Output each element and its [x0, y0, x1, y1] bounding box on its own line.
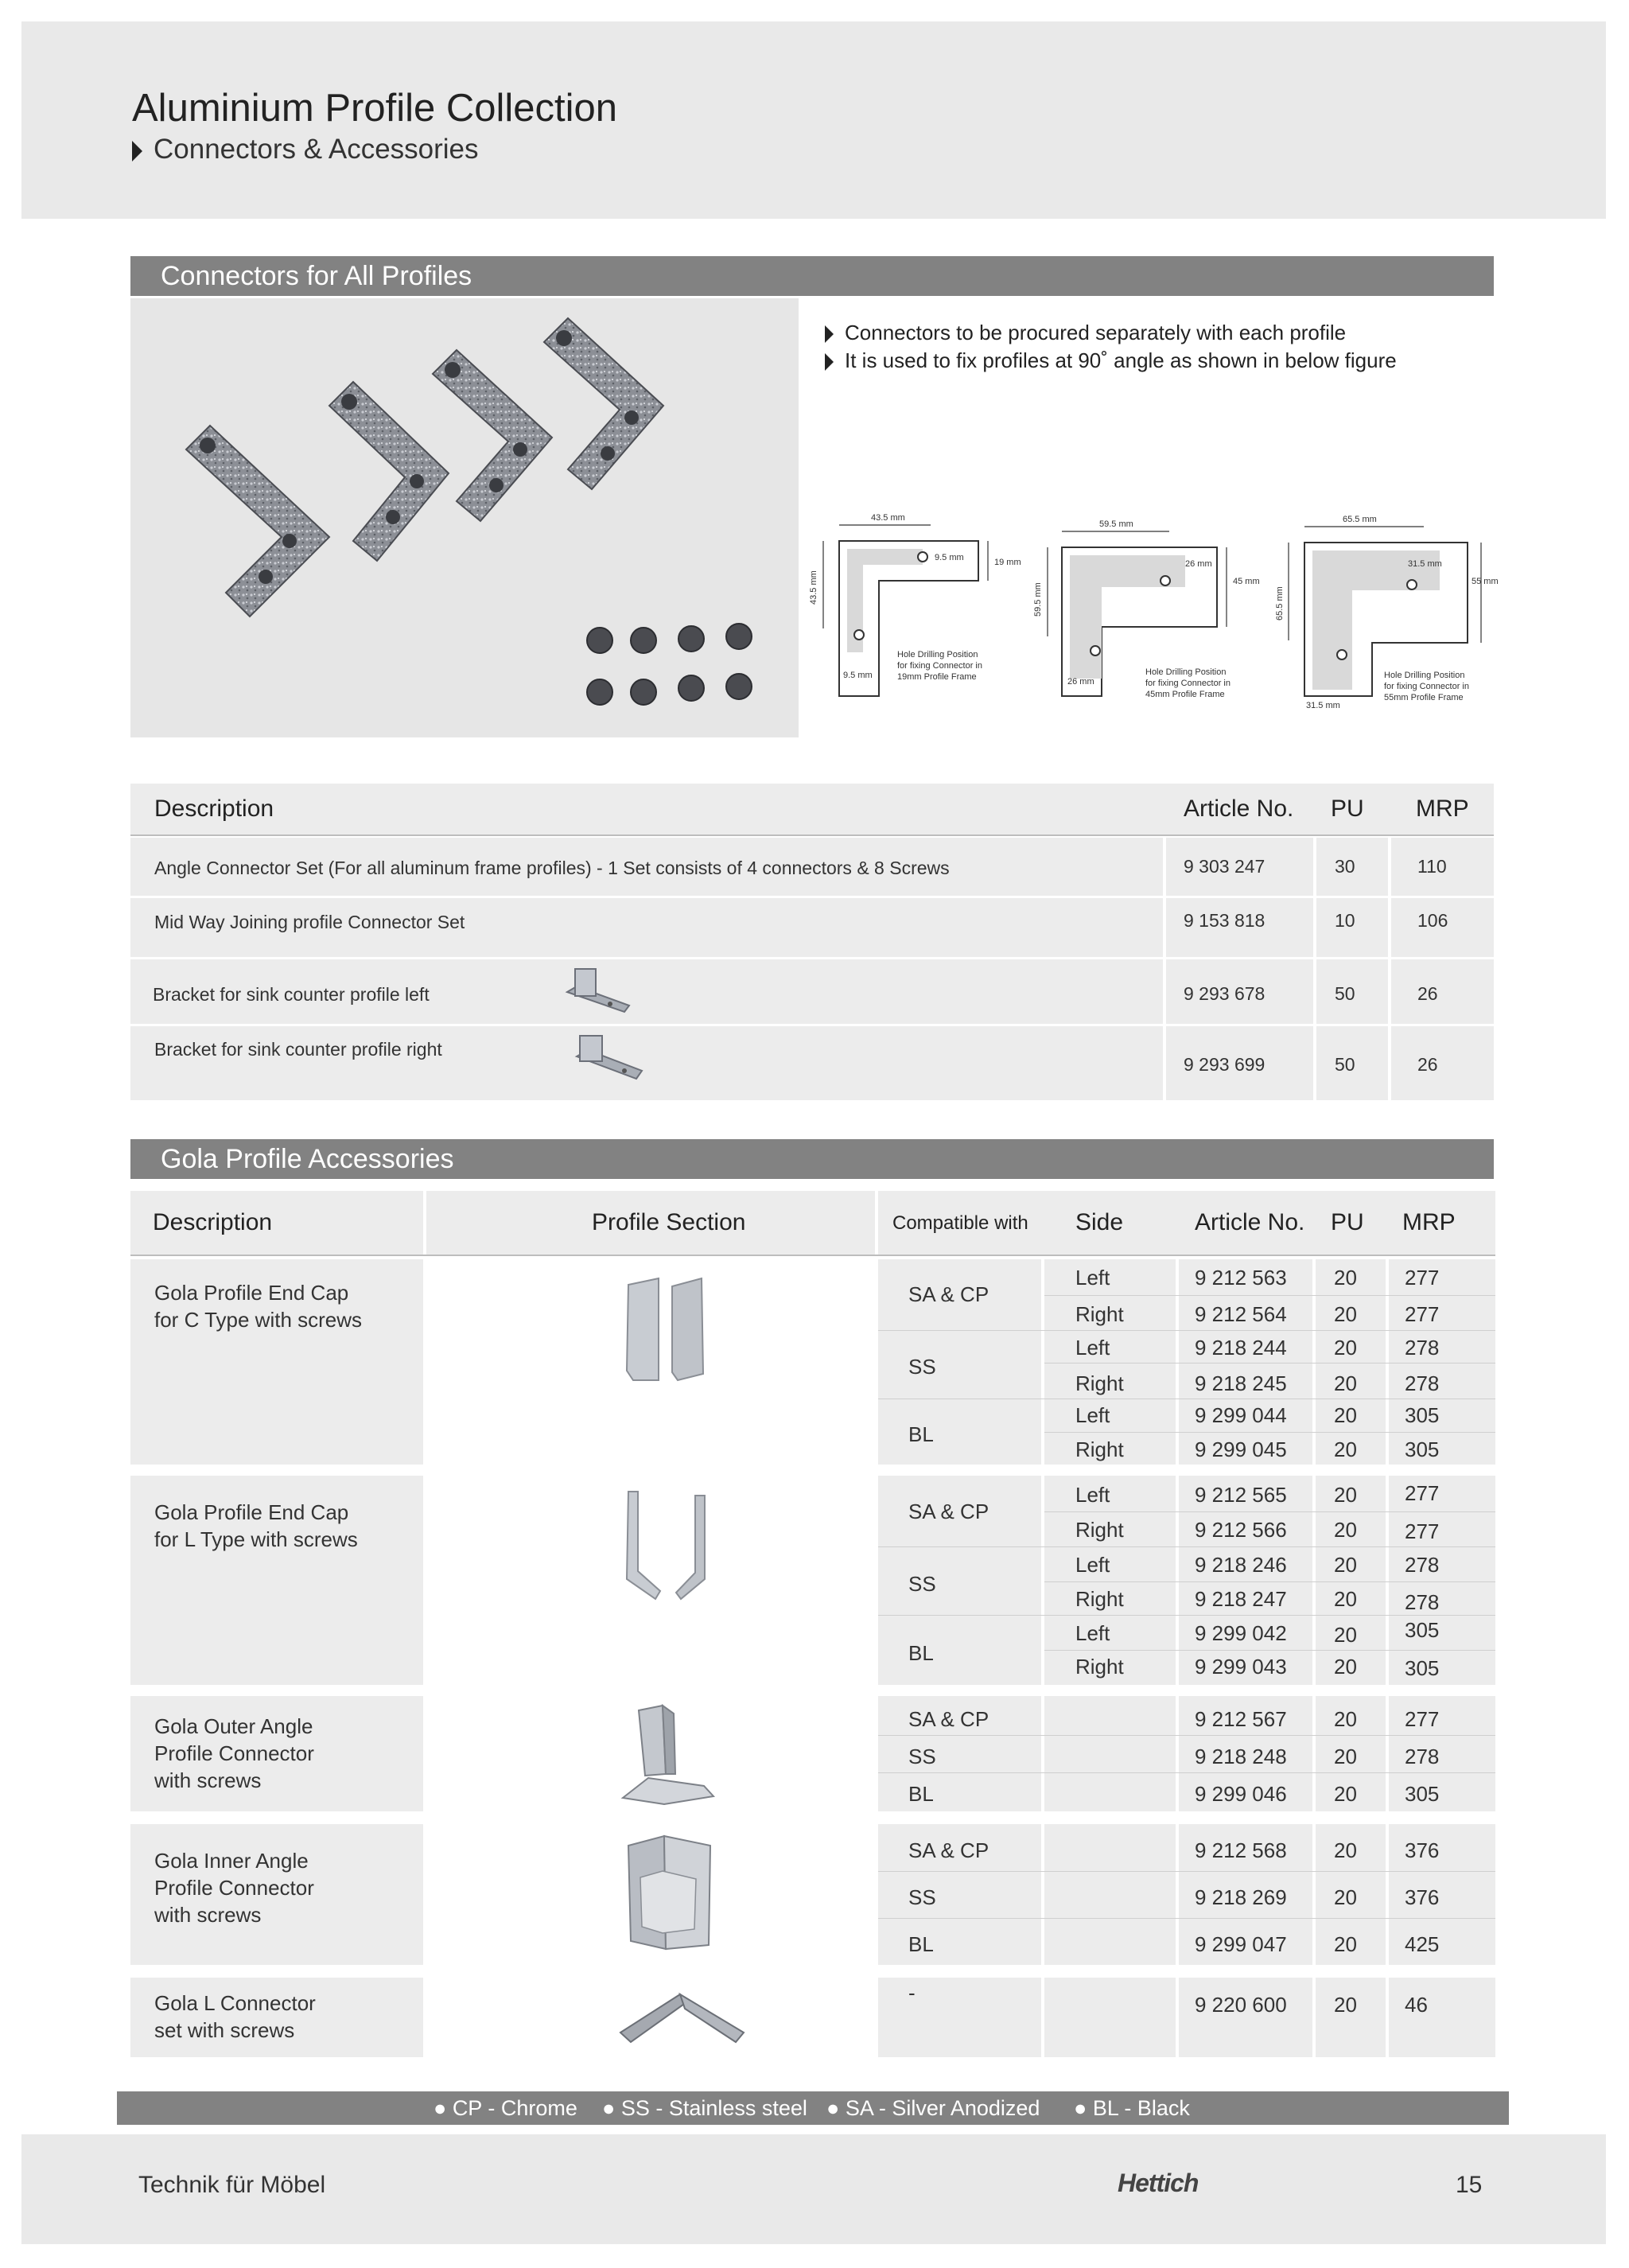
- g3-r3-article: 9 299 046: [1195, 1782, 1287, 1806]
- g3-r2-article: 9 218 248: [1195, 1745, 1287, 1768]
- caption-1-line2: for fixing Connector in: [897, 661, 982, 671]
- outer-angle-connector-image: [616, 1702, 720, 1810]
- g2-r1-side: Left: [1075, 1483, 1110, 1507]
- angle-connector-illustration: [130, 298, 799, 737]
- end-cap-c-image: [612, 1269, 724, 1388]
- inner-angle-connector-image: [616, 1830, 728, 1961]
- row-sep: [1044, 1581, 1495, 1582]
- dim-top-1: 43.5 mm: [871, 513, 905, 523]
- g2-r5-article: 9 299 042: [1195, 1621, 1287, 1645]
- gola-col-pu: PU: [1331, 1209, 1364, 1235]
- g2-r2-side: Right: [1075, 1518, 1124, 1542]
- gola-group-4-desc-line2: Profile Connector: [154, 1876, 314, 1900]
- g1-r1-article: 9 212 563: [1195, 1266, 1287, 1290]
- row-sep: [1044, 1511, 1495, 1512]
- bullet-text: Connectors to be procured separately with each profile: [845, 321, 1347, 344]
- connector-row-2-mrp: 106: [1417, 910, 1448, 931]
- gola-col-article: Article No.: [1195, 1209, 1305, 1235]
- gola-group-2-side-cell: [1044, 1476, 1176, 1685]
- g1-r6-article: 9 299 045: [1195, 1437, 1287, 1461]
- l-connector-image: [616, 1985, 752, 2056]
- footer-tagline: Technik für Möbel: [138, 2172, 326, 2198]
- g4-r1-article: 9 212 568: [1195, 1838, 1287, 1862]
- row-sep: [1044, 1650, 1495, 1651]
- connector-row-2-pu: 10: [1335, 910, 1355, 931]
- subtitle-text: Connectors & Accessories: [154, 134, 479, 165]
- section-bar-connectors: Connectors for All Profiles: [130, 256, 1494, 296]
- g2-r6-pu: 20: [1334, 1655, 1357, 1679]
- g4-r1-mrp: 376: [1405, 1838, 1440, 1862]
- g2-r1-pu: 20: [1334, 1483, 1357, 1507]
- gola-group-1-finish-1: SA & CP: [908, 1282, 989, 1306]
- connector-row-4-pu: 50: [1335, 1054, 1355, 1075]
- gola-group-2-mrp-cell: [1389, 1476, 1495, 1685]
- g2-r4-side: Right: [1075, 1587, 1124, 1611]
- g1-r6-pu: 20: [1334, 1437, 1357, 1461]
- g2-r5-side: Left: [1075, 1621, 1110, 1645]
- g1-r3-side: Left: [1075, 1336, 1110, 1360]
- gola-group-2-desc-line1: Gola Profile End Cap: [154, 1500, 349, 1524]
- gola-group-5-article-cell: [1179, 1978, 1312, 2057]
- legend-ss: ● SS - Stainless steel: [602, 2096, 807, 2120]
- legend-text: SA - Silver Anodized: [845, 2096, 1040, 2120]
- dim-bottom-1: 9.5 mm: [843, 671, 873, 680]
- gola-header-rule: [130, 1255, 1495, 1256]
- dim-side-1: 43.5 mm: [809, 570, 818, 605]
- g4-r2-article: 9 218 269: [1195, 1885, 1287, 1909]
- g1-r5-article: 9 299 044: [1195, 1403, 1287, 1427]
- gola-group-4-finish-2: SS: [908, 1885, 936, 1909]
- gola-group-4-side-cell: [1044, 1824, 1176, 1965]
- end-cap-l-image: [612, 1484, 724, 1611]
- row-sep: [878, 1871, 1495, 1872]
- g1-r3-mrp: 278: [1405, 1336, 1440, 1360]
- g5-r1-mrp: 46: [1405, 1993, 1428, 2017]
- gola-group-2-desc-line2: for L Type with screws: [154, 1527, 358, 1551]
- g4-r3-mrp: 425: [1405, 1932, 1440, 1956]
- row-sep: [878, 1615, 1495, 1616]
- gola-group-5-finish-cell: [878, 1978, 1041, 2057]
- gola-group-5-mrp-cell: [1389, 1978, 1495, 2057]
- row-sep: [1044, 1432, 1495, 1433]
- drilling-position-diagrams: [811, 501, 1503, 716]
- dim-right-1: 19 mm: [994, 558, 1021, 567]
- caption-2-line3: 45mm Profile Frame: [1145, 690, 1225, 699]
- g3-r3-mrp: 305: [1405, 1782, 1440, 1806]
- g2-r4-pu: 20: [1334, 1587, 1357, 1611]
- dim-top-2: 59.5 mm: [1099, 519, 1133, 529]
- row-sep: [878, 1918, 1495, 1919]
- g3-r1-article: 9 212 567: [1195, 1707, 1287, 1731]
- g3-r2-mrp: 278: [1405, 1745, 1440, 1768]
- connector-row-3-desc: Bracket for sink counter profile left: [153, 984, 430, 1005]
- g1-r2-side: Right: [1075, 1302, 1124, 1326]
- dim-right-3: 55 mm: [1472, 577, 1499, 586]
- gola-group-2-finish-1: SA & CP: [908, 1500, 989, 1523]
- dim-side-3: 65.5 mm: [1275, 586, 1285, 620]
- gola-group-5-finish-1: -: [908, 1981, 916, 2005]
- caption-2-line1: Hole Drilling Position: [1145, 667, 1227, 677]
- g1-r1-side: Left: [1075, 1266, 1110, 1290]
- gola-group-4-finish-3: BL: [908, 1932, 934, 1956]
- page-title: Aluminium Profile Collection: [132, 87, 618, 130]
- gola-group-5-side-cell: [1044, 1978, 1176, 2057]
- legend-text: CP - Chrome: [452, 2096, 577, 2120]
- connector-row-4-desc: Bracket for sink counter profile right: [154, 1039, 442, 1060]
- col-description: Description: [154, 796, 274, 822]
- caption-1-line3: 19mm Profile Frame: [897, 672, 977, 682]
- caption-3-line2: for fixing Connector in: [1384, 682, 1469, 691]
- dim-bottom-3: 31.5 mm: [1306, 701, 1340, 710]
- bracket-right-image: [569, 1033, 648, 1090]
- g4-r2-mrp: 376: [1405, 1885, 1440, 1909]
- connector-row-1-pu: 30: [1335, 856, 1355, 877]
- hettich-logo: Hettich: [1118, 2169, 1199, 2197]
- g2-r3-side: Left: [1075, 1553, 1110, 1577]
- bracket-left-image: [561, 964, 632, 1020]
- g2-r2-pu: 20: [1334, 1518, 1357, 1542]
- gola-group-5-desc-cell: [130, 1978, 423, 2057]
- connector-row-2-article: 9 153 818: [1184, 910, 1265, 931]
- g2-r3-article: 9 218 246: [1195, 1553, 1287, 1577]
- dim-bottom-2: 26 mm: [1067, 677, 1094, 687]
- g1-r4-pu: 20: [1334, 1371, 1357, 1395]
- g3-r2-pu: 20: [1334, 1745, 1357, 1768]
- g2-r5-mrp: 305: [1405, 1618, 1440, 1642]
- gola-group-4-finish-1: SA & CP: [908, 1838, 989, 1862]
- row-divider: [130, 896, 1494, 898]
- gola-group-5-desc-line1: Gola L Connector: [154, 1991, 316, 2015]
- dim-inner-3: 31.5 mm: [1408, 559, 1442, 569]
- connector-row-3-article: 9 293 678: [1184, 983, 1265, 1004]
- legend-bl: ● BL - Black: [1074, 2096, 1190, 2120]
- gola-group-1-desc-line2: for C Type with screws: [154, 1308, 363, 1332]
- gola-group-3-finish-1: SA & CP: [908, 1707, 989, 1731]
- g2-r6-side: Right: [1075, 1655, 1124, 1679]
- gola-group-5-pu-cell: [1316, 1978, 1386, 2057]
- gola-group-3-desc-line2: Profile Connector: [154, 1741, 314, 1765]
- g5-r1-pu: 20: [1334, 1993, 1357, 2017]
- g1-r5-mrp: 305: [1405, 1403, 1440, 1427]
- bullet-text: It is used to fix profiles at 90˚ angle as shown in below figure: [845, 348, 1397, 372]
- row-divider: [130, 957, 1494, 959]
- gola-group-3-side-cell: [1044, 1696, 1176, 1811]
- gola-group-3-desc-line3: with screws: [154, 1768, 262, 1792]
- g1-r5-pu: 20: [1334, 1403, 1357, 1427]
- g5-r1-article: 9 220 600: [1195, 1993, 1287, 2017]
- page-number: 15: [1456, 2172, 1483, 2198]
- gola-col-description: Description: [153, 1209, 273, 1235]
- connector-bullet-2: [825, 348, 1397, 373]
- gola-col-side: Side: [1075, 1209, 1124, 1235]
- g1-r2-mrp: 277: [1405, 1302, 1440, 1326]
- g2-r5-pu: 20: [1334, 1623, 1357, 1647]
- g2-r1-article: 9 212 565: [1195, 1483, 1287, 1507]
- connector-bullet-1: [825, 321, 1346, 345]
- g1-r1-pu: 20: [1334, 1266, 1357, 1290]
- row-sep: [878, 1330, 1495, 1331]
- g4-r1-pu: 20: [1334, 1838, 1357, 1862]
- gola-col-mrp: MRP: [1402, 1209, 1456, 1235]
- gola-group-1-finish-3: BL: [908, 1422, 934, 1446]
- finish-legend-bar: [117, 2091, 1509, 2125]
- g1-r3-pu: 20: [1334, 1336, 1357, 1360]
- caption-3-line3: 55mm Profile Frame: [1384, 693, 1464, 702]
- caption-1-line1: Hole Drilling Position: [897, 650, 978, 659]
- g4-r2-pu: 20: [1334, 1885, 1357, 1909]
- g3-r3-pu: 20: [1334, 1782, 1357, 1806]
- g4-r3-article: 9 299 047: [1195, 1932, 1287, 1956]
- row-sep: [878, 1546, 1495, 1547]
- g1-r3-article: 9 218 244: [1195, 1336, 1287, 1360]
- gola-group-4-desc-line3: with screws: [154, 1903, 262, 1927]
- g2-r6-mrp: 305: [1405, 1656, 1440, 1680]
- gola-col-section: Profile Section: [592, 1209, 746, 1235]
- dim-top-3: 65.5 mm: [1343, 515, 1377, 524]
- gola-col-compatible: Compatible with: [892, 1212, 1028, 1234]
- g2-r6-article: 9 299 043: [1195, 1655, 1287, 1679]
- connector-row-1-article: 9 303 247: [1184, 856, 1265, 877]
- gola-group-1-finish-2: SS: [908, 1355, 936, 1379]
- dim-inner-1: 9.5 mm: [935, 553, 964, 562]
- row-sep: [878, 1735, 1495, 1736]
- gola-group-1-desc-line1: Gola Profile End Cap: [154, 1281, 349, 1305]
- legend-sa: ● SA - Silver Anodized: [826, 2096, 1040, 2120]
- g2-r4-article: 9 218 247: [1195, 1587, 1287, 1611]
- legend-text: BL - Black: [1092, 2096, 1190, 2120]
- g1-r4-article: 9 218 245: [1195, 1371, 1287, 1395]
- g1-r6-mrp: 305: [1405, 1437, 1440, 1461]
- triangle-right-icon: [825, 353, 834, 371]
- gola-group-5-desc-line2: set with screws: [154, 2018, 295, 2042]
- connector-row-2-desc: Mid Way Joining profile Connector Set: [154, 912, 465, 932]
- connector-row-4-article: 9 293 699: [1184, 1054, 1265, 1075]
- connector-row-1-mrp: 110: [1417, 856, 1447, 877]
- connector-row-3-pu: 50: [1335, 983, 1355, 1004]
- gola-group-2-finish-2: SS: [908, 1572, 936, 1596]
- triangle-right-icon: [132, 141, 142, 161]
- row-sep: [1044, 1363, 1495, 1364]
- gola-group-3-finish-3: BL: [908, 1782, 934, 1806]
- connector-row-1-desc: Angle Connector Set (For all aluminum frame profiles) - 1 Set consists of 4 connectors & 8 Screws: [154, 858, 950, 878]
- gola-group-2-finish-3: BL: [908, 1641, 934, 1665]
- g2-r3-mrp: 278: [1405, 1553, 1440, 1577]
- g4-r3-pu: 20: [1334, 1932, 1357, 1956]
- g2-r2-mrp: 277: [1405, 1519, 1440, 1543]
- triangle-right-icon: [825, 325, 834, 343]
- gola-group-3-finish-2: SS: [908, 1745, 936, 1768]
- dim-inner-2: 26 mm: [1185, 559, 1212, 569]
- g1-r5-side: Left: [1075, 1403, 1110, 1427]
- g1-r4-side: Right: [1075, 1371, 1124, 1395]
- g1-r2-pu: 20: [1334, 1302, 1357, 1326]
- gola-group-3-desc-line1: Gola Outer Angle: [154, 1714, 313, 1738]
- gola-group-4-desc-line1: Gola Inner Angle: [154, 1849, 309, 1873]
- dim-right-2: 45 mm: [1233, 577, 1260, 586]
- g1-r4-mrp: 278: [1405, 1371, 1440, 1395]
- legend-text: SS - Stainless steel: [620, 2096, 807, 2120]
- g2-r4-mrp: 278: [1405, 1590, 1440, 1614]
- gola-group-1-side-cell: [1044, 1259, 1176, 1465]
- g3-r1-mrp: 277: [1405, 1707, 1440, 1731]
- g1-r2-article: 9 212 564: [1195, 1302, 1287, 1326]
- g2-r3-pu: 20: [1334, 1553, 1357, 1577]
- g3-r1-pu: 20: [1334, 1707, 1357, 1731]
- connector-product-image: [130, 298, 799, 737]
- col-mrp: MRP: [1416, 796, 1469, 822]
- page-subtitle: [132, 134, 479, 165]
- col-article: Article No.: [1184, 796, 1294, 822]
- caption-3-line1: Hole Drilling Position: [1384, 671, 1465, 680]
- legend-cp: ● CP - Chrome: [433, 2096, 577, 2120]
- dim-side-2: 59.5 mm: [1033, 582, 1043, 617]
- g2-r1-mrp: 277: [1405, 1481, 1440, 1505]
- section-bar-gola: Gola Profile Accessories: [130, 1139, 1494, 1179]
- row-divider: [130, 1024, 1494, 1026]
- g2-r2-article: 9 212 566: [1195, 1518, 1287, 1542]
- caption-2-line2: for fixing Connector in: [1145, 679, 1230, 688]
- col-pu: PU: [1331, 796, 1364, 822]
- row-sep: [1044, 1295, 1495, 1296]
- row-sep: [878, 1772, 1495, 1773]
- connector-row-3-mrp: 26: [1417, 983, 1438, 1004]
- g1-r1-mrp: 277: [1405, 1266, 1440, 1290]
- connector-row-4-mrp: 26: [1417, 1054, 1438, 1075]
- g1-r6-side: Right: [1075, 1437, 1124, 1461]
